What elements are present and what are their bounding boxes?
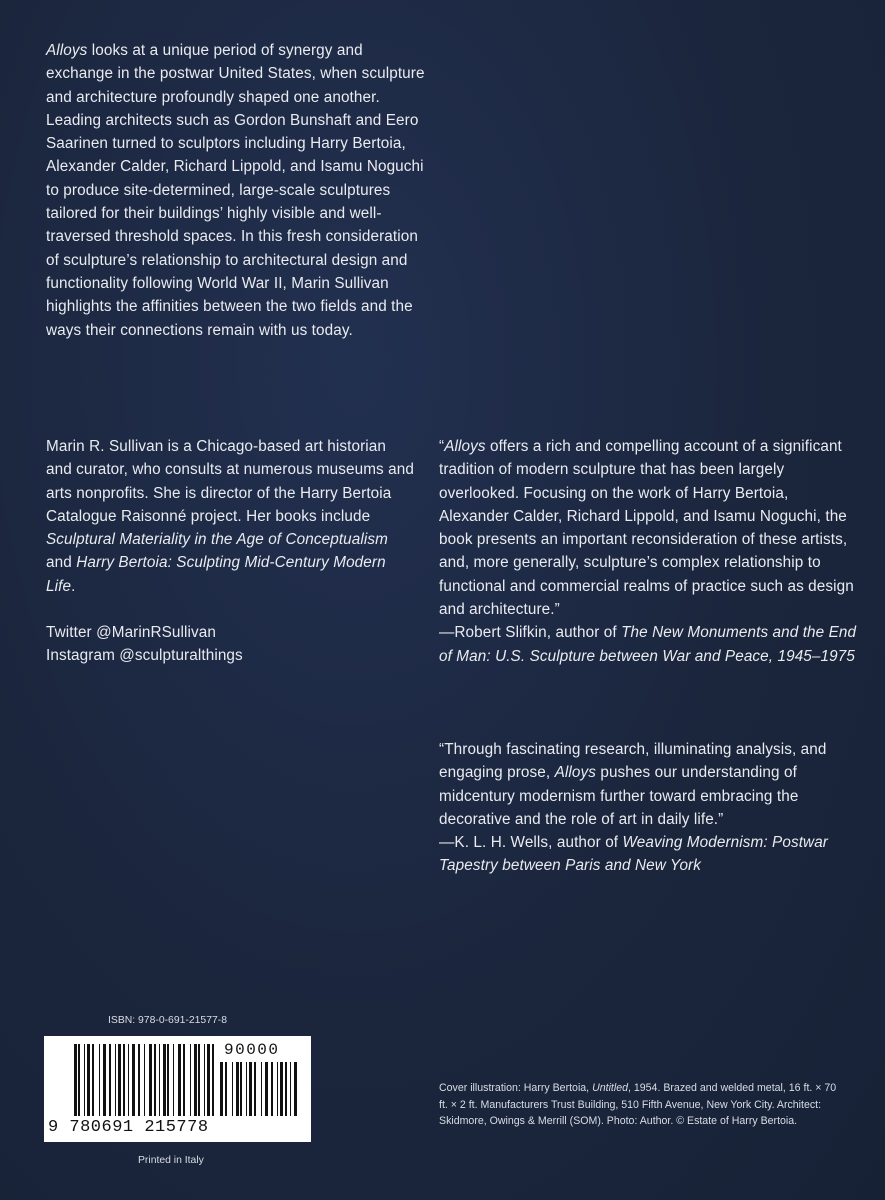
instagram-handle: Instagram @sculpturalthings [46,647,243,665]
barcode-bar [183,1044,185,1116]
barcode-bar [261,1062,262,1116]
attribution-author: —K. L. H. Wells, author of [439,834,623,852]
bio-end: . [71,577,76,595]
barcode-bar [280,1062,283,1116]
barcode-bar [92,1044,94,1116]
barcode-bar [132,1044,135,1116]
barcode-bar [207,1044,210,1116]
barcode-bar [220,1062,223,1116]
barcode-bar [109,1044,111,1116]
quote-book-title: Alloys [554,764,596,782]
barcode-bar [154,1044,156,1116]
barcode-bar [246,1062,247,1116]
barcode-bar [265,1062,268,1116]
quote-text-end: pushes our understanding of midcentury modernism further toward embracing the decorative and the role of art in daily life.” [439,764,799,828]
barcode-number: 9 780691 215778 [48,1118,209,1137]
attribution-work: The New Monuments and the End of Man: U.S. Sculpture between War and Peace, 1945–1975 [439,624,857,665]
isbn: ISBN: 978-0-691-21577-8 [108,1015,227,1026]
barcode-bar [277,1062,278,1116]
barcode-bar [212,1044,214,1116]
barcode-bar [198,1044,200,1116]
barcode-bar [285,1062,287,1116]
bio-book-2: Harry Bertoia: Sculpting Mid-Century Modern Life [46,554,386,595]
quote-attribution [439,621,859,668]
printed-in: Printed in Italy [138,1155,204,1166]
barcode [44,1036,311,1142]
bio-and: and [46,554,77,572]
barcode-bar [194,1044,197,1116]
twitter-handle: Twitter @MarinRSullivan [46,624,216,641]
credit-text-end: , 1954. Brazed and welded metal, 16 ft. × 70 ft. × 2 ft. Manufacturers Trust Building, 510 Fifth Avenue, New York City. Architect: Skidmore, Owings & Merrill (SOM). Photo: Author. © Estate of Harry Bertoia. [439,1082,837,1128]
barcode-bar [225,1062,227,1116]
endorsement-quote-1 [439,435,859,668]
barcode-bar [294,1062,297,1116]
attribution-author: —Robert Slifkin, author of [439,624,622,642]
barcode-bar [128,1044,129,1116]
description-text: looks at a unique period of synergy and exchange in the postwar United States, when sculpture and architecture profoundly shaped one another. Leading architects such as Gordon Bunshaft and Eero Saarinen turned to sculptors including Harry Bertoia, Alexander Calder, Richard Lippold, and Isamu Noguchi to produce site-determined, large-scale sculptures tailored for their buildings’ highly visible and well-traversed threshold spaces. In this fresh consideration of sculpture’s relationship to architectural design and functionality following World War II, Marin Sullivan highlights the affinities between the two fields and the ways their connections remain with us today. [46,42,425,339]
author-social [46,621,416,668]
barcode-bar [249,1062,252,1116]
barcode-bar [254,1062,256,1116]
barcode-bar [290,1062,291,1116]
quote-open: “ [439,438,445,455]
quote-book-title: Alloys [444,438,486,455]
barcode-bar [138,1044,140,1116]
barcode-bar [84,1044,85,1116]
barcode-bar [87,1044,90,1116]
cover-credit [439,1080,839,1130]
barcode-price-code: 90000 [224,1041,280,1059]
barcode-bar [173,1044,174,1116]
barcode-bar [178,1044,181,1116]
barcode-bar [190,1044,191,1116]
quote-attribution [439,831,859,878]
endorsement-quote-2 [439,738,859,878]
book-title: Alloys [46,42,88,59]
barcode-bar [78,1044,80,1116]
barcode-bar [271,1062,273,1116]
barcode-bar [149,1044,152,1116]
bio-book-1: Sculptural Materiality in the Age of Conceptualism [46,531,388,549]
barcode-bar [204,1044,205,1116]
credit-work: Untitled [592,1082,628,1094]
barcode-bar [144,1044,145,1116]
barcode-bar [232,1062,233,1116]
barcode-bar [103,1044,106,1116]
attribution-work: Weaving Modernism: Postwar Tapestry between Paris and New York [439,834,829,875]
author-bio [46,435,416,598]
quote-text: offers a rich and compelling account of a significant tradition of modern sculpture that has been largely overlooked. Focusing on the work of Harry Bertoia, Alexander Calder, Richard Lippold, and Isamu Noguchi, the book presents an important reconsideration of these artists, and, more generally, sculpture’s complex relationship to functional and commercial realms of practice such as design and architecture.” [439,438,854,619]
barcode-bar [163,1044,166,1116]
barcode-bar [240,1062,242,1116]
barcode-bar [167,1044,169,1116]
barcode-bar [99,1044,100,1116]
barcode-bar [74,1044,77,1116]
barcode-bar [118,1044,121,1116]
barcode-bar [115,1044,116,1116]
barcode-bar [123,1044,125,1116]
credit-text: Cover illustration: Harry Bertoia, [439,1082,593,1094]
barcode-bar [159,1044,160,1116]
book-description [46,39,431,342]
barcode-bar [236,1062,239,1116]
quote-text: “Through fascinating research, illuminating analysis, and engaging prose, [439,741,827,782]
bio-text: Marin R. Sullivan is a Chicago-based art historian and curator, who consults at numerous museums and arts nonprofits. She is director of the Harry Bertoia Catalogue Raisonné project. Her books include [46,438,414,525]
